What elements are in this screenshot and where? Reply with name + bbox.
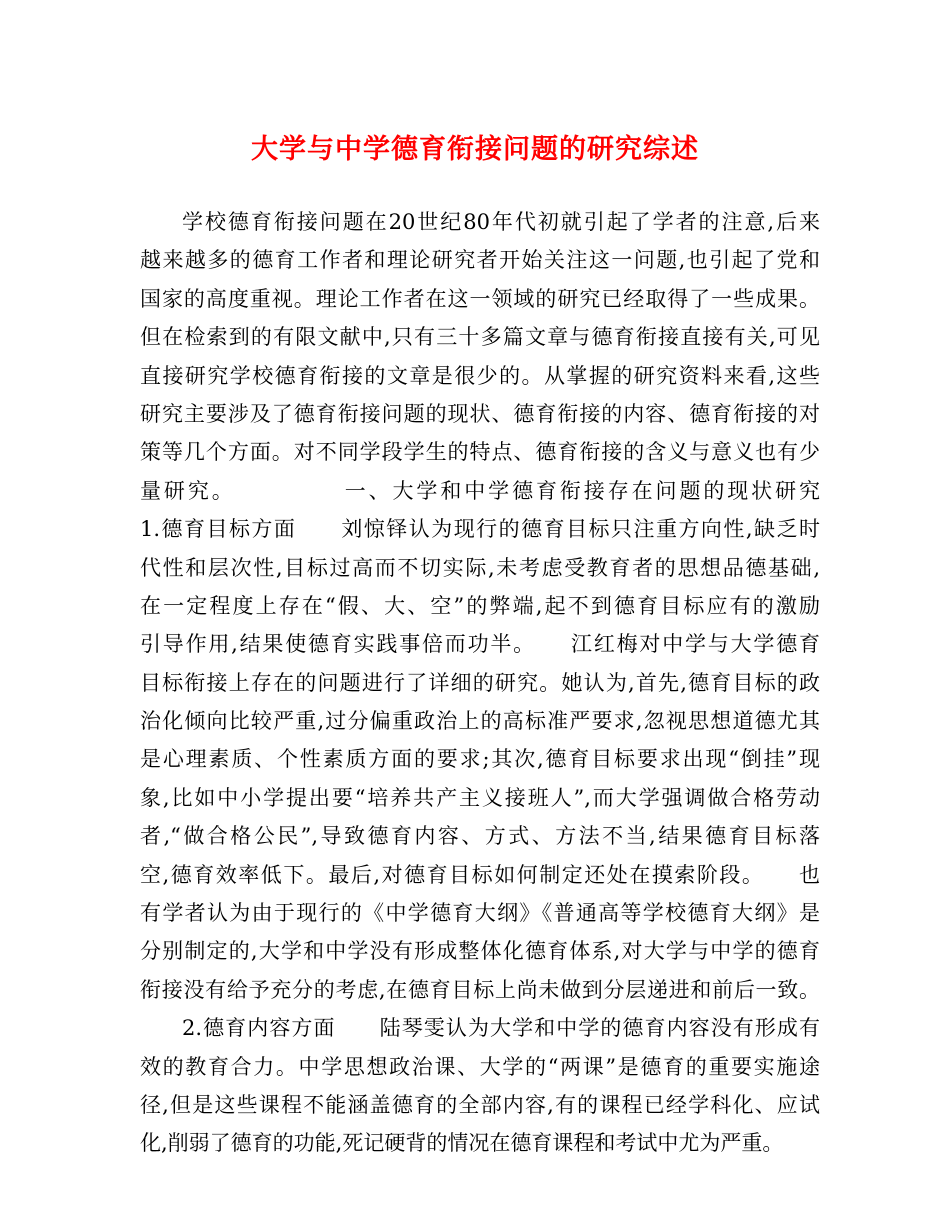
paragraph-line: 量研究。 一、大学和中学德育衔接存在问题的现状研究 — [140, 478, 820, 503]
paragraph-line: 直接研究学校德育衔接的文章是很少的。从掌握的研究资料来看,这些 — [140, 363, 820, 388]
paragraph-line: 有学者认为由于现行的《中学德育大纲》《普通高等学校德育大纲》是 — [140, 901, 820, 926]
paragraph-line: 化,削弱了德育的功能,死记硬背的情况在德育课程和考试中尤为严重。 — [140, 1131, 784, 1156]
paragraph-line: 象,比如中小学提出要“培养共产主义接班人”,而大学强调做合格劳动 — [140, 785, 820, 810]
paragraph-line: 者,“做合格公民”,导致德育内容、方式、方法不当,结果德育目标落 — [140, 824, 820, 849]
paragraph-line: 分别制定的,大学和中学没有形成整体化德育体系,对大学与中学的德育 — [140, 939, 820, 964]
paragraph-line: 代性和层次性,目标过高而不切实际,未考虑受教育者的思想品德基础, — [140, 555, 820, 580]
paragraph-line: 引导作用,结果使德育实践事倍而功半。 江红梅对中学与大学德育 — [140, 632, 820, 657]
paragraph-line: 径,但是这些课程不能涵盖德育的全部内容,有的课程已经学科化、应试 — [140, 1092, 820, 1117]
paragraph-line: 衔接没有给予充分的考虑,在德育目标上尚未做到分层递进和前后一致。 — [140, 977, 820, 1002]
paragraph-line: 学校德育衔接问题在20世纪80年代初就引起了学者的注意,后来 — [182, 210, 820, 234]
paragraph-line: 空,德育效率低下。最后,对德育目标如何制定还处在摸索阶段。 也 — [140, 862, 820, 887]
document-title: 大学与中学德育衔接问题的研究综述 — [251, 134, 699, 165]
paragraph-line: 研究主要涉及了德育衔接问题的现状、德育衔接的内容、德育衔接的对 — [140, 401, 820, 426]
paragraph-line: 策等几个方面。对不同学段学生的特点、德育衔接的含义与意义也有少 — [140, 440, 820, 465]
paragraph-line: 1.德育目标方面 刘惊铎认为现行的德育目标只注重方向性,缺乏时 — [140, 517, 820, 542]
paragraph-line: 是心理素质、个性素质方面的要求;其次,德育目标要求出现“倒挂”现 — [140, 747, 820, 772]
paragraph-line: 在一定程度上存在“假、大、空”的弊端,起不到德育目标应有的激励 — [140, 593, 820, 618]
paragraph-line: 2.德育内容方面 陆琴雯认为大学和中学的德育内容没有形成有 — [182, 1016, 820, 1041]
paragraph-line: 但在检索到的有限文献中,只有三十多篇文章与德育衔接直接有关,可见 — [140, 325, 820, 350]
paragraph-line: 效的教育合力。中学思想政治课、大学的“两课”是德育的重要实施途 — [140, 1054, 820, 1079]
paragraph-line: 国家的高度重视。理论工作者在这一领域的研究已经取得了一些成果。 — [140, 286, 820, 311]
paragraph-line: 越来越多的德育工作者和理论研究者开始关注这一问题,也引起了党和 — [140, 248, 820, 273]
paragraph-line: 治化倾向比较严重,过分偏重政治上的高标准严要求,忽视思想道德尤其 — [140, 709, 820, 734]
document-body — [140, 203, 820, 1163]
paragraph-line: 目标衔接上存在的问题进行了详细的研究。她认为,首先,德育目标的政 — [140, 670, 820, 695]
